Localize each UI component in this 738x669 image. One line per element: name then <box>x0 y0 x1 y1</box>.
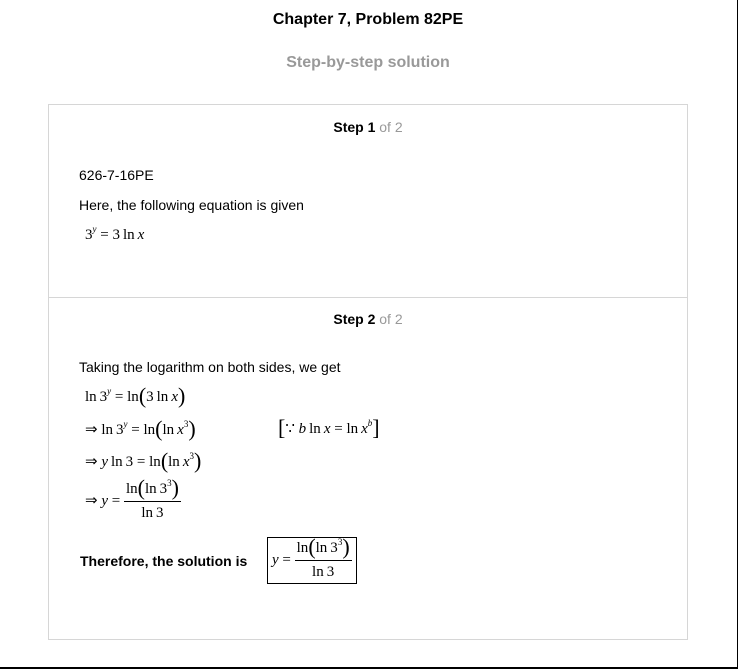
solution-card <box>48 104 688 640</box>
page-subtitle: Step-by-step solution <box>286 54 450 71</box>
step-divider <box>49 297 687 298</box>
page-title: Chapter 7, Problem 82PE <box>272 11 464 28</box>
step-2-label: Step 2 <box>333 311 376 327</box>
step-2-note: [∵ b $\ln x = \ln x^b$] <box>278 415 380 440</box>
step-1-reference: 626-7-16PE <box>79 167 154 183</box>
step-2-line-1: $\ln 3^y = \ln(3$ ln x) <box>85 383 186 408</box>
step-2-conclusion: Therefore, the solution is <box>80 553 248 569</box>
final-answer-box: y = $\frac{\ln(\ln 3^3)}{\ln 3}$ <box>267 537 357 584</box>
step-2-intro: Taking the logarithm on both sides, we get <box>79 359 341 375</box>
step-1-label: Step 1 <box>333 119 376 135</box>
step-1-intro: Here, the following equation is given <box>79 197 304 213</box>
step-2-line-4: ⇒ y = $\frac{\ln(\ln 3^3)}{\ln 3}$ <box>85 475 179 521</box>
step-1-equation: $3^y = 3$ ln x <box>85 224 145 243</box>
step-1-count: of 2 <box>379 119 403 135</box>
step-2-line-2: ⇒ $\ln 3^y = \ln(\ln$ $x^3$) <box>85 416 196 441</box>
step-2-count: of 2 <box>379 311 403 327</box>
step-2-line-3: ⇒ y ln 3 = ln(ln $x^3$) <box>85 448 202 473</box>
step-1-header <box>49 119 687 135</box>
step-2-header <box>49 311 687 327</box>
